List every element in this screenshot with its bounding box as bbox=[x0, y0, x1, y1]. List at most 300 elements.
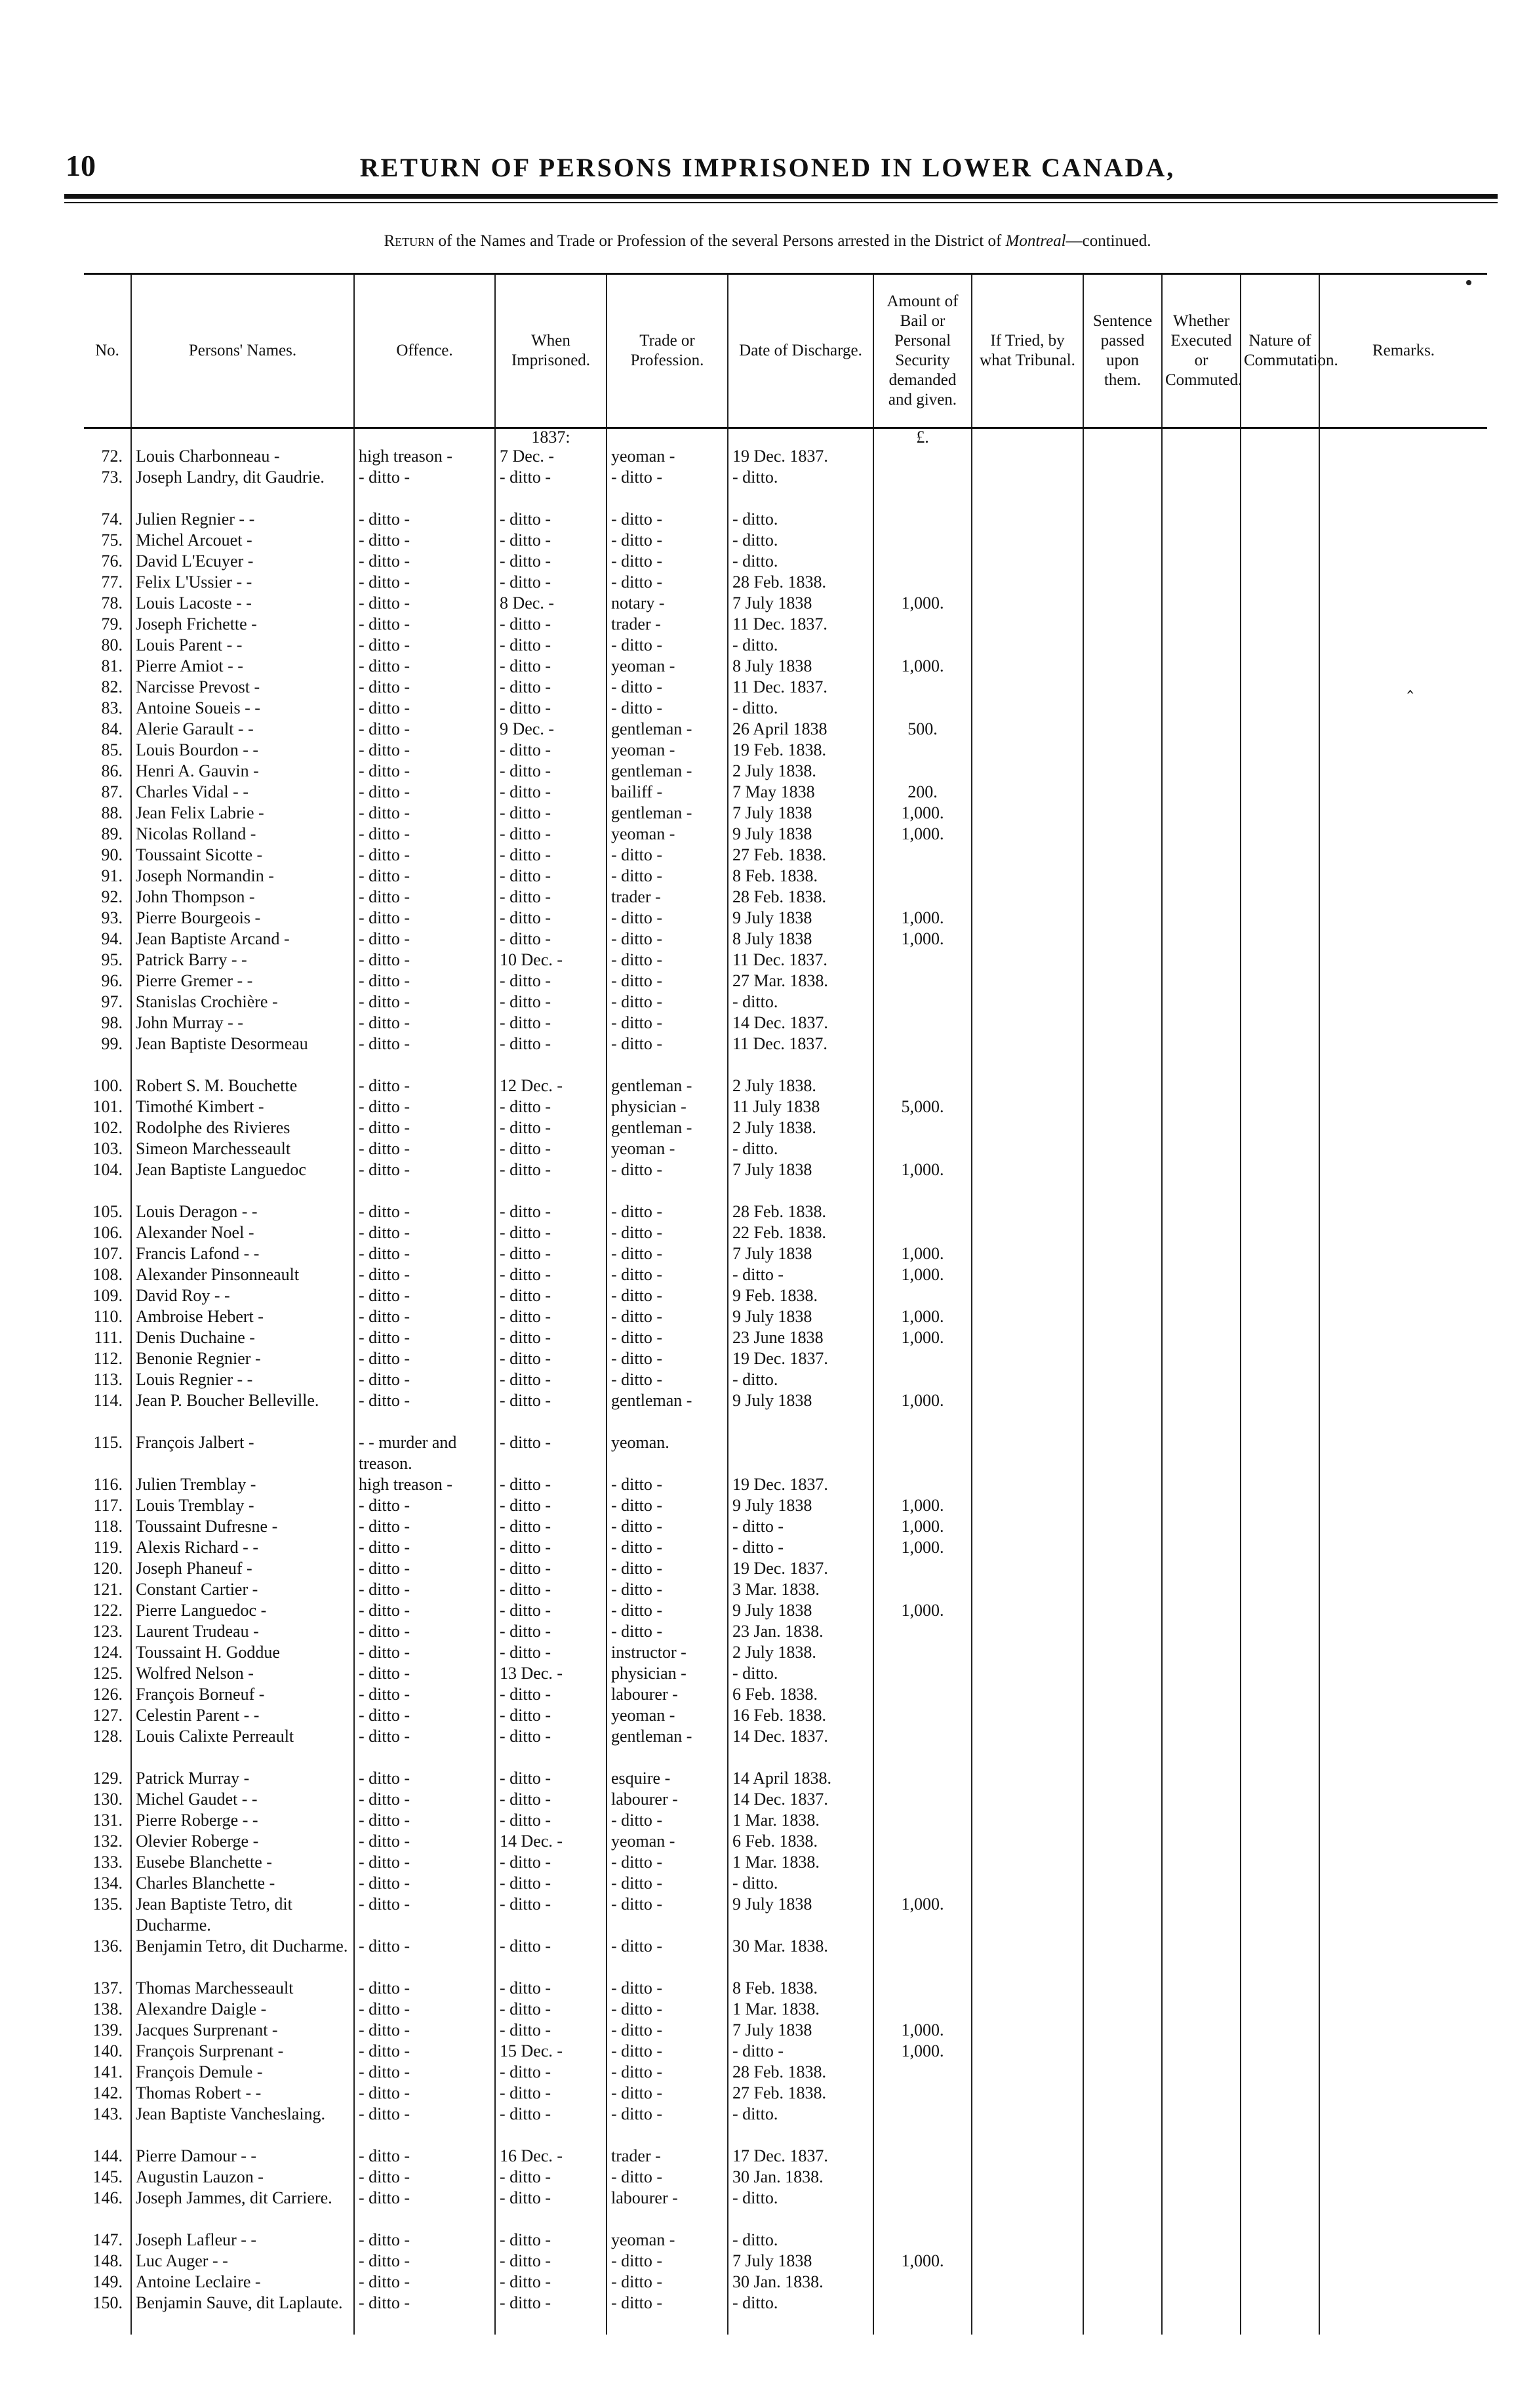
cell-name bbox=[131, 1348, 354, 1369]
cell-trade bbox=[607, 1306, 728, 1327]
cell-empty bbox=[1083, 1243, 1162, 1264]
cell-discharge-text: 3 Mar. 1838. bbox=[732, 1580, 820, 1599]
cell-no bbox=[84, 1579, 131, 1600]
cell-discharge-text: 19 Dec. 1837. bbox=[732, 447, 828, 466]
cell-empty bbox=[1162, 614, 1241, 635]
cell-empty bbox=[972, 803, 1083, 824]
cell-bail bbox=[873, 1390, 972, 1432]
cell-bail-text: 1,000. bbox=[901, 803, 944, 822]
cell-when bbox=[495, 908, 607, 929]
cell-offence bbox=[354, 1222, 495, 1243]
cell-discharge-text: 30 Jan. 1838. bbox=[732, 2167, 824, 2186]
cell-offence-text: - ditto - bbox=[359, 552, 410, 571]
cell-trade bbox=[607, 929, 728, 950]
cell-empty bbox=[1241, 824, 1319, 845]
cell-empty bbox=[1083, 677, 1162, 698]
cell-when-text: - ditto - bbox=[500, 1160, 551, 1179]
cell-empty bbox=[1162, 467, 1241, 509]
cell-offence-text: high treason - bbox=[359, 1475, 452, 1494]
cell-name bbox=[131, 1096, 354, 1117]
cell-name bbox=[131, 1075, 354, 1096]
cell-bail bbox=[873, 1369, 972, 1390]
cell-trade-text: - ditto - bbox=[611, 1853, 662, 1872]
cell-name-text: Louis Lacoste - - bbox=[136, 593, 252, 612]
cell-empty bbox=[1319, 572, 1487, 593]
cell-when-text: - ditto - bbox=[500, 1265, 551, 1284]
cell-no bbox=[84, 2020, 131, 2041]
cell-offence-text: - ditto - bbox=[359, 1559, 410, 1578]
cell-empty bbox=[972, 1894, 1083, 1936]
cell-empty bbox=[1083, 866, 1162, 887]
cell-empty bbox=[972, 2293, 1083, 2335]
cell-empty bbox=[1241, 2062, 1319, 2083]
cell-no bbox=[84, 1600, 131, 1621]
cell-empty bbox=[1083, 1432, 1162, 1474]
cell-empty bbox=[1241, 1726, 1319, 1768]
cell-offence bbox=[354, 929, 495, 950]
cell-offence bbox=[354, 614, 495, 635]
cell-no-text: 106. bbox=[92, 1223, 123, 1242]
cell-empty bbox=[1083, 1537, 1162, 1558]
cell-empty bbox=[1241, 1495, 1319, 1516]
cell-empty bbox=[1241, 2083, 1319, 2104]
cell-trade bbox=[607, 2251, 728, 2272]
cell-discharge bbox=[728, 1579, 873, 1600]
cell-discharge-text: 9 July 1838 bbox=[732, 1496, 812, 1515]
cell-when bbox=[495, 887, 607, 908]
cell-bail bbox=[873, 1201, 972, 1222]
cell-bail bbox=[873, 572, 972, 593]
cell-empty bbox=[1162, 1831, 1241, 1852]
cell-no bbox=[84, 1831, 131, 1852]
cell-empty bbox=[1319, 1013, 1487, 1033]
cell-trade bbox=[607, 1474, 728, 1495]
cell-no bbox=[84, 1117, 131, 1138]
cell-offence bbox=[354, 1999, 495, 2020]
cell-no-text: 128. bbox=[92, 1727, 123, 1746]
cell-discharge bbox=[728, 1810, 873, 1831]
cell-when bbox=[495, 1306, 607, 1327]
cell-when bbox=[495, 1873, 607, 1894]
cell-empty bbox=[1241, 2230, 1319, 2251]
cell-empty bbox=[1083, 1642, 1162, 1663]
cell-bail bbox=[873, 1516, 972, 1537]
cell-name-text: Joseph Phaneuf - bbox=[136, 1559, 252, 1578]
cell-when bbox=[495, 1726, 607, 1768]
cell-empty bbox=[1162, 2146, 1241, 2167]
cell-trade-text: - ditto - bbox=[611, 1999, 662, 2018]
header-row bbox=[84, 274, 1487, 428]
cell-name-text: Robert S. M. Bouchette bbox=[136, 1076, 298, 1095]
cell-no-text: 91. bbox=[101, 866, 123, 885]
cell-bail bbox=[873, 2104, 972, 2146]
cell-discharge bbox=[728, 887, 873, 908]
cell-discharge-text: 14 Dec. 1837. bbox=[732, 1013, 828, 1032]
cell-name bbox=[131, 1558, 354, 1579]
table-row bbox=[84, 1138, 1487, 1159]
cell-empty bbox=[1319, 1348, 1487, 1369]
cell-discharge-text: 19 Dec. 1837. bbox=[732, 1559, 828, 1578]
cell-empty bbox=[1241, 1138, 1319, 1159]
table-row bbox=[84, 1810, 1487, 1831]
cell-no-text: 98. bbox=[101, 1013, 123, 1032]
cell-name-text: John Thompson - bbox=[136, 887, 255, 906]
cell-empty bbox=[972, 2020, 1083, 2041]
cell-when bbox=[495, 929, 607, 950]
cell-discharge bbox=[728, 1117, 873, 1138]
cell-offence bbox=[354, 1789, 495, 1810]
cell-empty bbox=[1241, 1789, 1319, 1810]
cell-bail-text: 1,000. bbox=[901, 1328, 944, 1347]
cell-offence bbox=[354, 1579, 495, 1600]
cell-when bbox=[495, 1516, 607, 1537]
table-row bbox=[84, 2020, 1487, 2041]
table-row bbox=[84, 992, 1487, 1013]
cell-name bbox=[131, 1663, 354, 1684]
cell-offence bbox=[354, 1663, 495, 1684]
cell-when bbox=[495, 1558, 607, 1579]
cell-offence-text: - ditto - bbox=[359, 1244, 410, 1263]
cell-offence bbox=[354, 467, 495, 509]
cell-name-text: David Roy - - bbox=[136, 1286, 230, 1305]
cell-trade-text: - ditto - bbox=[611, 2272, 662, 2291]
cell-empty bbox=[972, 2104, 1083, 2146]
cell-when bbox=[495, 2251, 607, 2272]
cell-offence bbox=[354, 1978, 495, 1999]
cell-empty bbox=[1319, 1516, 1487, 1537]
cell-name bbox=[131, 2083, 354, 2104]
cell-no bbox=[84, 1558, 131, 1579]
cell-discharge bbox=[728, 1285, 873, 1306]
cell-offence bbox=[354, 1348, 495, 1369]
cell-empty bbox=[1319, 1033, 1487, 1075]
cell-name bbox=[131, 1579, 354, 1600]
cell-offence bbox=[354, 1159, 495, 1201]
cell-empty bbox=[972, 1642, 1083, 1663]
cell-no-text: 126. bbox=[92, 1685, 123, 1704]
cell-discharge bbox=[728, 866, 873, 887]
cell-discharge bbox=[728, 467, 873, 509]
table-row bbox=[84, 1621, 1487, 1642]
table-row bbox=[84, 593, 1487, 614]
cell-trade-text: - ditto - bbox=[611, 1370, 662, 1389]
table-row bbox=[84, 698, 1487, 719]
cell-empty bbox=[1319, 1705, 1487, 1726]
cell-name-text: Timothé Kimbert - bbox=[136, 1097, 264, 1116]
cell-no-text: 82. bbox=[101, 677, 123, 696]
cell-empty bbox=[972, 1306, 1083, 1327]
cell-bail bbox=[873, 467, 972, 509]
cell-empty bbox=[1241, 446, 1319, 467]
cell-trade-text: - ditto - bbox=[611, 1034, 662, 1053]
cell-empty bbox=[1319, 467, 1487, 509]
table-row bbox=[84, 1705, 1487, 1726]
cell-offence-text: - ditto - bbox=[359, 510, 410, 529]
cell-empty bbox=[1241, 467, 1319, 509]
cell-name-text: Felix L'Ussier - - bbox=[136, 572, 252, 592]
cell-when-text: - ditto - bbox=[500, 992, 551, 1011]
cell-empty bbox=[1241, 845, 1319, 866]
cell-offence bbox=[354, 845, 495, 866]
cell-empty bbox=[972, 656, 1083, 677]
cell-empty bbox=[1319, 950, 1487, 971]
cell-bail bbox=[873, 1075, 972, 1096]
cell-discharge-text: - ditto - bbox=[732, 1538, 784, 1557]
cell-empty bbox=[1083, 1684, 1162, 1705]
cell-bail bbox=[873, 1600, 972, 1621]
cell-when bbox=[495, 2293, 607, 2335]
cell-name-text: Louis Deragon - - bbox=[136, 1202, 258, 1221]
cell-discharge-text: 30 Mar. 1838. bbox=[732, 1936, 828, 1956]
cell-discharge-text: 17 Dec. 1837. bbox=[732, 2146, 828, 2165]
cell-name-text: Jean P. Boucher Belleville. bbox=[136, 1391, 319, 1410]
cell-when bbox=[495, 656, 607, 677]
cell-name bbox=[131, 1138, 354, 1159]
cell-bail bbox=[873, 1474, 972, 1495]
cell-bail bbox=[873, 1327, 972, 1348]
cell-bail bbox=[873, 1159, 972, 1201]
cell-offence-text: - ditto - bbox=[359, 656, 410, 675]
cell-name-text: François Surprenant - bbox=[136, 2041, 284, 2060]
cell-name bbox=[131, 1432, 354, 1474]
cell-empty bbox=[1083, 1096, 1162, 1117]
cell-empty bbox=[1162, 992, 1241, 1013]
cell-trade bbox=[607, 2272, 728, 2293]
cell-trade-text: - ditto - bbox=[611, 2020, 662, 2039]
cell-name-text: Alexander Pinsonneault bbox=[136, 1265, 300, 1284]
cell-trade bbox=[607, 1495, 728, 1516]
cell-offence-text: - - murder and treason. bbox=[359, 1433, 457, 1473]
cell-no-text: 112. bbox=[93, 1349, 123, 1368]
cell-empty bbox=[1083, 1810, 1162, 1831]
cell-bail bbox=[873, 1537, 972, 1558]
cell-no-text: 77. bbox=[101, 572, 123, 592]
cell-discharge-text: - ditto. bbox=[732, 552, 778, 571]
cell-discharge-text: 7 July 1838 bbox=[732, 2020, 812, 2039]
cell-empty bbox=[1319, 1201, 1487, 1222]
cell-trade bbox=[607, 1159, 728, 1201]
cell-name bbox=[131, 803, 354, 824]
cell-name-text: Eusebe Blanchette - bbox=[136, 1853, 272, 1872]
cell-discharge bbox=[728, 2293, 873, 2335]
cell-empty bbox=[972, 551, 1083, 572]
cell-when-text: - ditto - bbox=[500, 1643, 551, 1662]
cell-empty bbox=[1319, 1285, 1487, 1306]
cell-name bbox=[131, 446, 354, 467]
cell-bail bbox=[873, 446, 972, 467]
cell-bail bbox=[873, 1684, 972, 1705]
cell-name-text: Denis Duchaine - bbox=[136, 1328, 255, 1347]
cell-offence-text: - ditto - bbox=[359, 1013, 410, 1032]
cell-no bbox=[84, 2188, 131, 2230]
caption-lead: Return bbox=[384, 232, 435, 250]
cell-trade bbox=[607, 551, 728, 572]
cell-empty bbox=[1083, 761, 1162, 782]
cell-empty bbox=[1162, 2041, 1241, 2062]
cell-discharge-text: 27 Feb. 1838. bbox=[732, 2083, 826, 2102]
cell-empty bbox=[1162, 677, 1241, 698]
cell-name bbox=[131, 509, 354, 530]
cell-no bbox=[84, 1075, 131, 1096]
cell-offence bbox=[354, 1474, 495, 1495]
cell-offence-text: - ditto - bbox=[359, 2167, 410, 2186]
cell-offence bbox=[354, 992, 495, 1013]
cell-name-text: Augustin Lauzon - bbox=[136, 2167, 264, 2186]
cell-no bbox=[84, 971, 131, 992]
cell-name bbox=[131, 887, 354, 908]
cell-no bbox=[84, 992, 131, 1013]
cell-empty bbox=[972, 1621, 1083, 1642]
cell-empty bbox=[1319, 1222, 1487, 1243]
cell-no bbox=[84, 2230, 131, 2251]
cell-when-text: - ditto - bbox=[500, 531, 551, 550]
cell-empty bbox=[1083, 992, 1162, 1013]
cell-when-text: - ditto - bbox=[500, 824, 551, 843]
cell-trade bbox=[607, 509, 728, 530]
cell-empty bbox=[1083, 1033, 1162, 1075]
cell-discharge bbox=[728, 1894, 873, 1936]
cell-empty bbox=[1162, 803, 1241, 824]
cell-empty bbox=[1162, 1222, 1241, 1243]
cell-discharge-text: 11 July 1838 bbox=[732, 1097, 820, 1116]
cell-no-text: 76. bbox=[101, 552, 123, 571]
cell-discharge bbox=[728, 2251, 873, 2272]
cell-trade-text: yeoman - bbox=[611, 1706, 675, 1725]
cell-trade-text: - ditto - bbox=[611, 1517, 662, 1536]
cell-no bbox=[84, 866, 131, 887]
cell-name-text: Constant Cartier - bbox=[136, 1580, 258, 1599]
table-row bbox=[84, 2083, 1487, 2104]
cell-no bbox=[84, 782, 131, 803]
cell-offence-text: - ditto - bbox=[359, 677, 410, 696]
cell-bail bbox=[873, 1936, 972, 1978]
cell-trade-text: yeoman - bbox=[611, 740, 675, 759]
cell-no-text: 116. bbox=[93, 1475, 123, 1494]
cell-empty bbox=[1241, 1684, 1319, 1705]
cell-trade-text: trader - bbox=[611, 887, 661, 906]
cell-no-text: 88. bbox=[101, 803, 123, 822]
cell-bail bbox=[873, 1495, 972, 1516]
cell-discharge-text: 8 Feb. 1838. bbox=[732, 866, 818, 885]
cell-empty bbox=[1083, 656, 1162, 677]
cell-when-text: - ditto - bbox=[500, 2104, 551, 2123]
cell-offence bbox=[354, 1810, 495, 1831]
cell-empty bbox=[1083, 1075, 1162, 1096]
cell-empty bbox=[972, 2251, 1083, 2272]
cell-bail bbox=[873, 2083, 972, 2104]
cell-when bbox=[495, 1264, 607, 1285]
cell-bail bbox=[873, 2020, 972, 2041]
cell-name bbox=[131, 866, 354, 887]
cell-when-text: - ditto - bbox=[500, 1811, 551, 1830]
cell-empty bbox=[1162, 1285, 1241, 1306]
cell-no-text: 125. bbox=[92, 1664, 123, 1683]
cell-trade bbox=[607, 1369, 728, 1390]
cell-no-text: 115. bbox=[93, 1433, 123, 1452]
cell-trade bbox=[607, 803, 728, 824]
cell-empty bbox=[1083, 1978, 1162, 1999]
table-row bbox=[84, 1348, 1487, 1369]
cell-trade bbox=[607, 593, 728, 614]
cell-name bbox=[131, 1222, 354, 1243]
cell-when-text: - ditto - bbox=[500, 1978, 551, 1997]
cell-no-text: 97. bbox=[101, 992, 123, 1011]
cell-discharge bbox=[728, 1873, 873, 1894]
cell-empty bbox=[1083, 593, 1162, 614]
cell-trade-text: - ditto - bbox=[611, 2293, 662, 2312]
cell-when bbox=[495, 635, 607, 656]
cell-empty bbox=[1083, 1579, 1162, 1600]
cell-discharge-text: - ditto. bbox=[732, 531, 778, 550]
cell-discharge-text: 30 Jan. 1838. bbox=[732, 2272, 824, 2291]
cell-discharge-text: 26 April 1838 bbox=[732, 719, 827, 738]
cell-empty bbox=[1162, 1075, 1241, 1096]
cell-bail bbox=[873, 908, 972, 929]
table-row bbox=[84, 1726, 1487, 1768]
cell-name-text: Ambroise Hebert - bbox=[136, 1307, 264, 1326]
cell-trade-text: - ditto - bbox=[611, 1265, 662, 1284]
cell-empty bbox=[1241, 2104, 1319, 2146]
table-row bbox=[84, 929, 1487, 950]
cell-trade-text: - ditto - bbox=[611, 950, 662, 969]
table-row bbox=[84, 1852, 1487, 1873]
cell-empty bbox=[972, 1138, 1083, 1159]
cell-no bbox=[84, 1789, 131, 1810]
cell-trade-text: - ditto - bbox=[611, 1307, 662, 1326]
cell-when bbox=[495, 1390, 607, 1432]
cell-discharge bbox=[728, 1222, 873, 1243]
cell-empty bbox=[1319, 698, 1487, 719]
cell-empty bbox=[1319, 2188, 1487, 2230]
cell-discharge bbox=[728, 1327, 873, 1348]
cell-offence-text: - ditto - bbox=[359, 1580, 410, 1599]
cell-when bbox=[495, 1684, 607, 1705]
cell-empty bbox=[972, 1033, 1083, 1075]
cell-offence-text: - ditto - bbox=[359, 2188, 410, 2207]
col-discharge: Date of Discharge. bbox=[728, 274, 873, 428]
cell-name bbox=[131, 1894, 354, 1936]
cell-empty bbox=[1162, 1495, 1241, 1516]
cell-bail bbox=[873, 761, 972, 782]
table-row bbox=[84, 1264, 1487, 1285]
cell-when bbox=[495, 1432, 607, 1474]
cell-empty bbox=[1319, 1432, 1487, 1474]
cell-name bbox=[131, 530, 354, 551]
cell-no-text: 113. bbox=[93, 1370, 123, 1389]
cell-discharge bbox=[728, 1138, 873, 1159]
cell-offence-text: - ditto - bbox=[359, 1307, 410, 1326]
cell-empty bbox=[1083, 1390, 1162, 1432]
cell-no bbox=[84, 1222, 131, 1243]
cell-name-text: Henri A. Gauvin - bbox=[136, 761, 259, 780]
cell-offence-text: - ditto - bbox=[359, 1727, 410, 1746]
cell-when-text: - ditto - bbox=[500, 1769, 551, 1788]
cell-trade bbox=[607, 467, 728, 509]
cell-offence-text: - ditto - bbox=[359, 614, 410, 633]
cell-bail bbox=[873, 1432, 972, 1474]
cell-no-text: 149. bbox=[92, 2272, 123, 2291]
table-row bbox=[84, 2272, 1487, 2293]
cell-empty bbox=[1083, 2272, 1162, 2293]
cell-when-text: 7 Dec. - bbox=[500, 447, 555, 466]
cell-name-text: Pierre Roberge - - bbox=[136, 1811, 258, 1830]
cell-trade bbox=[607, 1852, 728, 1873]
cell-trade bbox=[607, 1013, 728, 1033]
cell-empty bbox=[972, 2272, 1083, 2293]
cell-empty bbox=[1319, 1306, 1487, 1327]
cell-empty bbox=[1241, 950, 1319, 971]
cell-empty bbox=[1162, 551, 1241, 572]
